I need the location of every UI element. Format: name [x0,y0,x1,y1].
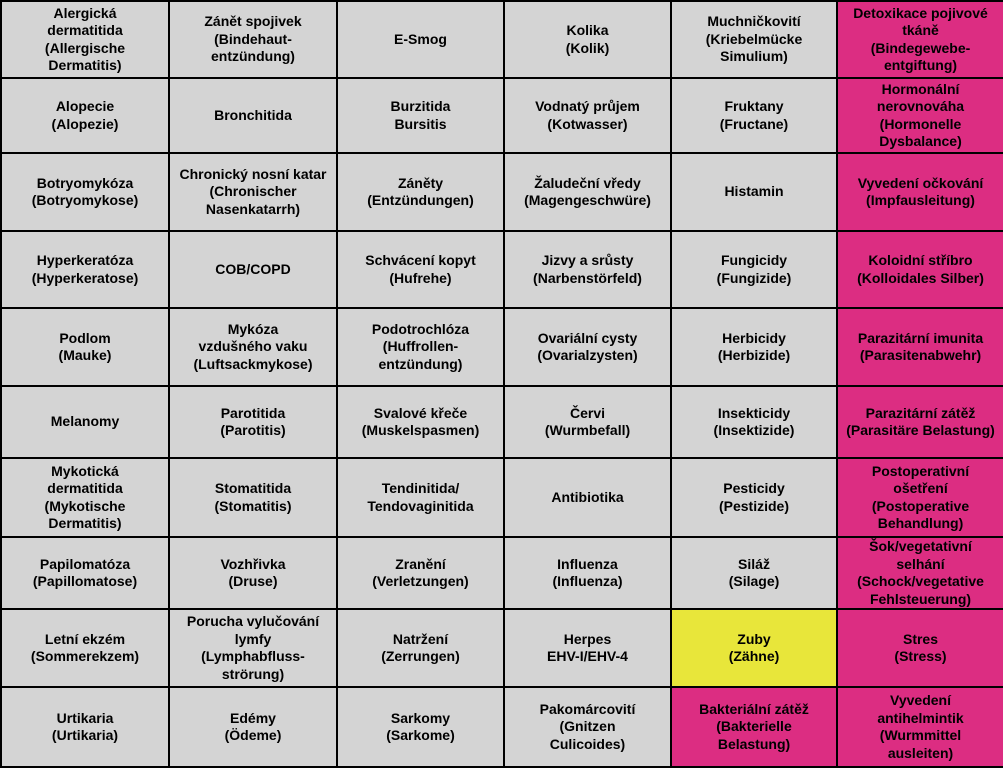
grid-row [1,458,1003,537]
grid-cell[interactable]: Vyvedení antihelmintik (Wurmmittel ausleiten) [837,687,1003,767]
grid-cell[interactable]: Pakomárcovití (Gnitzen Culicoides) [504,687,671,767]
grid-cell[interactable]: Schvácení kopyt (Hufrehe) [337,231,504,308]
grid-cell[interactable]: Bronchitida [169,78,337,153]
grid-cell[interactable]: Detoxikace pojivové tkáně (Bindegewebe- entgiftung) [837,1,1003,78]
grid-cell[interactable]: Červi (Wurmbefall) [504,386,671,458]
grid-cell[interactable]: Porucha vylučování lymfy (Lymphabfluss- strörung) [169,609,337,687]
grid-cell[interactable]: E-Smog [337,1,504,78]
grid-row [1,687,1003,767]
grid-cell[interactable]: Zánět spojivek (Bindehaut- entzündung) [169,1,337,78]
grid-cell[interactable]: Botryomykóza (Botryomykose) [1,153,169,231]
grid-cell[interactable]: Postoperativní ošetření (Postoperative Behandlung) [837,458,1003,537]
grid-cell[interactable]: Chronický nosní katar (Chronischer Nasenkatarrh) [169,153,337,231]
grid-cell[interactable]: Kolika (Kolik) [504,1,671,78]
grid-row [1,609,1003,687]
grid-cell[interactable]: Letní ekzém (Sommerekzem) [1,609,169,687]
grid-cell[interactable]: COB/COPD [169,231,337,308]
grid-cell[interactable]: Parazitární imunita (Parasitenabwehr) [837,308,1003,386]
grid-cell[interactable]: Natržení (Zerrungen) [337,609,504,687]
grid-cell[interactable]: Siláž (Silage) [671,537,837,609]
grid-cell[interactable]: Herpes EHV-I/EHV-4 [504,609,671,687]
grid-cell[interactable]: Podlom (Mauke) [1,308,169,386]
grid-cell[interactable]: Záněty (Entzündungen) [337,153,504,231]
grid-cell[interactable]: Ovariální cysty (Ovarialzysten) [504,308,671,386]
grid-cell[interactable]: Vozhřivka (Druse) [169,537,337,609]
grid-cell[interactable]: Mykóza vzdušného vaku (Luftsackmykose) [169,308,337,386]
grid-cell[interactable]: Alopecie (Alopezie) [1,78,169,153]
grid-cell[interactable]: Stomatitida (Stomatitis) [169,458,337,537]
grid-cell[interactable]: Žaludeční vředy (Magengeschwüre) [504,153,671,231]
grid-row [1,231,1003,308]
grid-cell[interactable]: Podotrochlóza (Huffrollen- entzündung) [337,308,504,386]
grid-cell[interactable]: Fungicidy (Fungizide) [671,231,837,308]
grid-row [1,537,1003,609]
grid-cell[interactable]: Jizvy a srůsty (Narbenstörfeld) [504,231,671,308]
grid-cell[interactable]: Burzitida Bursitis [337,78,504,153]
grid-cell[interactable]: Stres (Stress) [837,609,1003,687]
grid-cell[interactable]: Influenza (Influenza) [504,537,671,609]
grid-row [1,1,1003,78]
grid-cell[interactable]: Muchničkovití (Kriebelmücke Simulium) [671,1,837,78]
grid-cell[interactable]: Herbicidy (Herbizide) [671,308,837,386]
grid-cell[interactable]: Papilomatóza (Papillomatose) [1,537,169,609]
grid-cell[interactable]: Zranění (Verletzungen) [337,537,504,609]
grid-cell[interactable]: Pesticidy (Pestizide) [671,458,837,537]
grid-cell[interactable]: Fruktany (Fructane) [671,78,837,153]
grid-row [1,386,1003,458]
grid-cell[interactable]: Šok/vegetativní selhání (Schock/vegetative Fehlsteuerung) [837,537,1003,609]
grid-cell[interactable]: Mykotická dermatitida (Mykotische Dermatitis) [1,458,169,537]
grid-row [1,308,1003,386]
grid-cell[interactable]: Histamin [671,153,837,231]
grid-cell[interactable]: Melanomy [1,386,169,458]
grid-cell[interactable]: Parazitární zátěž (Parasitäre Belastung) [837,386,1003,458]
grid-cell[interactable]: Vyvedení očkování (Impfausleitung) [837,153,1003,231]
grid-cell[interactable]: Urtikaria (Urtikaria) [1,687,169,767]
grid-cell[interactable]: Parotitida (Parotitis) [169,386,337,458]
grid-body [1,1,1003,767]
grid-cell[interactable]: Edémy (Ödeme) [169,687,337,767]
grid-row [1,78,1003,153]
grid-cell[interactable]: Insekticidy (Insektizide) [671,386,837,458]
grid-cell[interactable]: Hyperkeratóza (Hyperkeratose) [1,231,169,308]
grid-cell[interactable]: Koloidní stříbro (Kolloidales Silber) [837,231,1003,308]
grid-row [1,153,1003,231]
grid-cell[interactable]: Antibiotika [504,458,671,537]
grid-cell[interactable]: Zuby (Zähne) [671,609,837,687]
grid-cell[interactable]: Vodnatý průjem (Kotwasser) [504,78,671,153]
grid-cell[interactable]: Alergická dermatitida (Allergische Dermatitis) [1,1,169,78]
grid-cell[interactable]: Sarkomy (Sarkome) [337,687,504,767]
grid-cell[interactable]: Tendinitida/ Tendovaginitida [337,458,504,537]
grid-cell[interactable]: Svalové křeče (Muskelspasmen) [337,386,504,458]
grid-cell[interactable]: Hormonální nerovnováha (Hormonelle Dysbalance) [837,78,1003,153]
grid-cell[interactable]: Bakteriální zátěž (Bakterielle Belastung) [671,687,837,767]
